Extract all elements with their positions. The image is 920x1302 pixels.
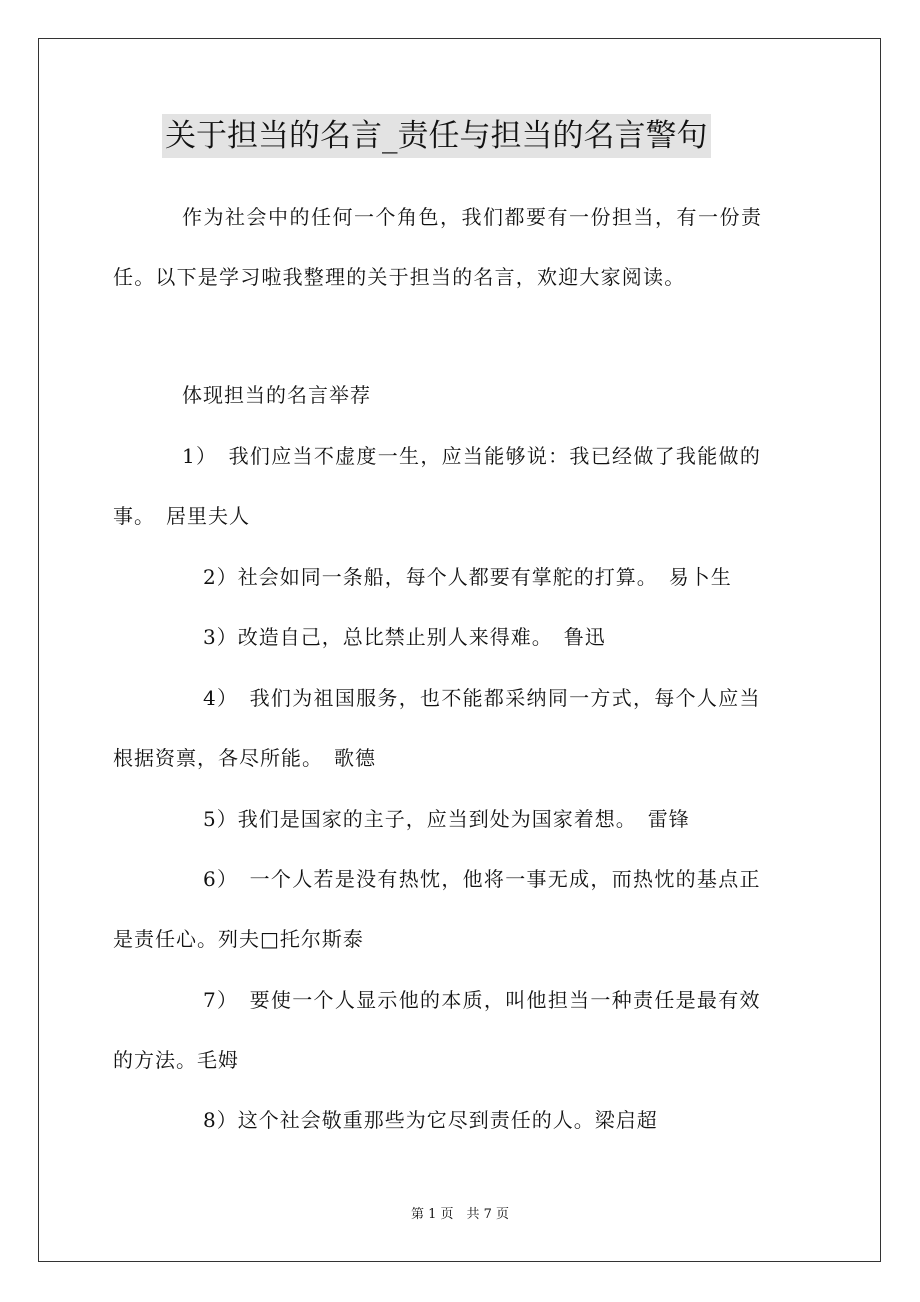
quote-8: 8）这个社会敬重那些为它尽到责任的人。梁启超 (203, 1108, 658, 1132)
quote-5: 5）我们是国家的主子，应当到处为国家着想。 雷锋 (203, 807, 690, 831)
quote-4-line-2: 根据资禀，各尽所能。 歌德 (113, 746, 376, 770)
page-number-footer: 第 1 页 共 7 页 (410, 1207, 510, 1222)
quote-3: 3）改造自己，总比禁止别人来得难。 鲁迅 (203, 625, 606, 649)
quote-6-line-2: 是责任心。列夫□托尔斯泰 (113, 927, 364, 951)
quote-7-line-1: 7） 要使一个人显示他的本质，叫他担当一种责任是最有效 (203, 988, 761, 1012)
quote-1-line-1: 1） 我们应当不虚度一生，应当能够说：我已经做了我能做的 (182, 444, 762, 468)
intro-paragraph-line-2: 任。以下是学习啦我整理的关于担当的名言，欢迎大家阅读。 (113, 265, 686, 289)
section-heading: 体现担当的名言举荐 (182, 383, 371, 407)
quote-1-line-2: 事。 居里夫人 (113, 504, 250, 528)
document-title: 关于担当的名言_责任与担当的名言警句 (162, 114, 711, 158)
intro-paragraph-line-1: 作为社会中的任何一个角色，我们都要有一份担当，有一份责 (182, 205, 763, 229)
quote-2: 2）社会如同一条船，每个人都要有掌舵的打算。 易卜生 (203, 565, 732, 589)
quote-4-line-1: 4） 我们为祖国服务，也不能都采纳同一方式，每个人应当 (203, 686, 761, 710)
quote-6-line-1: 6） 一个人若是没有热忱，他将一事无成，而热忱的基点正 (203, 867, 761, 891)
quote-7-line-2: 的方法。毛姆 (113, 1048, 239, 1072)
